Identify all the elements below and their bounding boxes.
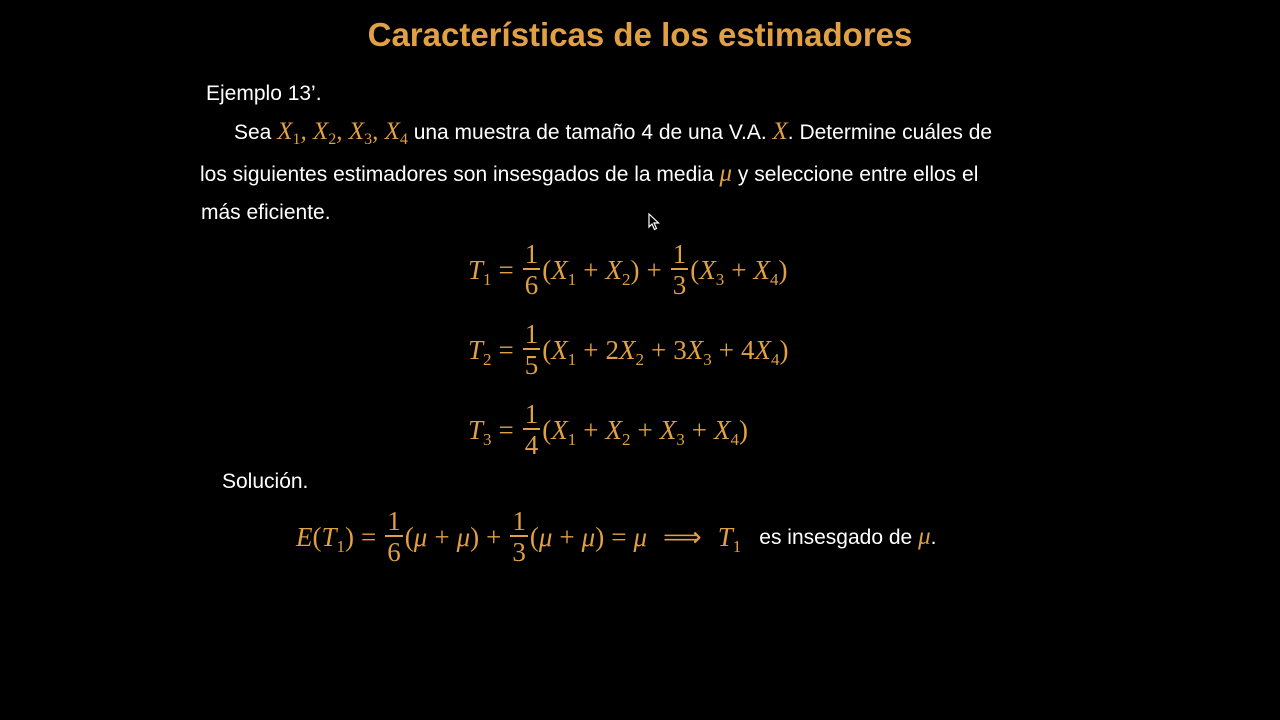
implies-arrow-icon: ⟹ xyxy=(663,521,702,552)
sample-variables-math: $X_1$, $X_2$, $X_3$, $X_4$ xyxy=(277,118,408,148)
paragraph-estimators-text: los siguientes estimadores son insesgados de la media xyxy=(200,163,714,186)
example-label: Ejemplo 13’. xyxy=(206,82,322,105)
paragraph-line-1 xyxy=(234,118,992,146)
paragraph-sample-text: una muestra de tamaño 4 de una V.A. xyxy=(413,121,767,144)
paragraph-line-2 xyxy=(200,160,978,188)
fraction-one-fourth: $\frac{1}{4}$ xyxy=(524,399,539,460)
conclusion-text: es insesgado de μ. xyxy=(759,523,937,550)
mu-symbol: μ xyxy=(719,160,733,187)
solution-label: Solución. xyxy=(222,470,309,493)
fraction-one-sixth-solution: $\frac{1}{6}$ xyxy=(387,506,401,567)
paragraph-determine: . Determine cuáles de xyxy=(787,121,993,144)
equation-expectation-t1: E ( $T_1$ ) = $\frac{1}{6}$ ( μ + μ ) + $\frac{1}{3}$ ( μ + μ ) = μ ⟹ $T_1$ es insesgado de μ. xyxy=(296,506,937,567)
fraction-one-sixth: $\frac{1}{6}$ xyxy=(524,239,539,300)
paragraph-select-text: y seleccione entre ellos el xyxy=(737,163,979,186)
fraction-one-third-solution: $\frac{1}{3}$ xyxy=(512,506,526,567)
random-variable-math: X xyxy=(772,118,788,145)
fraction-one-fifth: $\frac{1}{5}$ xyxy=(524,319,539,380)
mouse-pointer-icon xyxy=(648,213,660,231)
slide-title: Características de los estimadores xyxy=(367,16,913,53)
equation-t3: $T_3$ = $\frac{1}{4}$ ( $X_1$ + $X_2$ + $X_3$ + $X_4$ ) xyxy=(468,399,748,460)
equation-t1: $T_1$ = $\frac{1}{6}$ ( $X_1$ + $X_2$ ) + $\frac{1}{3}$ ( $X_3$ + $X_4$ ) xyxy=(468,239,788,300)
equation-t2: $T_2$ = $\frac{1}{5}$ ( $X_1$ + 2 $X_2$ + 3 $X_3$ + 4 $X_4$ ) xyxy=(468,319,789,380)
fraction-one-third: $\frac{1}{3}$ xyxy=(672,239,687,300)
paragraph-sea: Sea xyxy=(234,121,272,144)
paragraph-line-3: más eficiente. xyxy=(201,201,331,224)
